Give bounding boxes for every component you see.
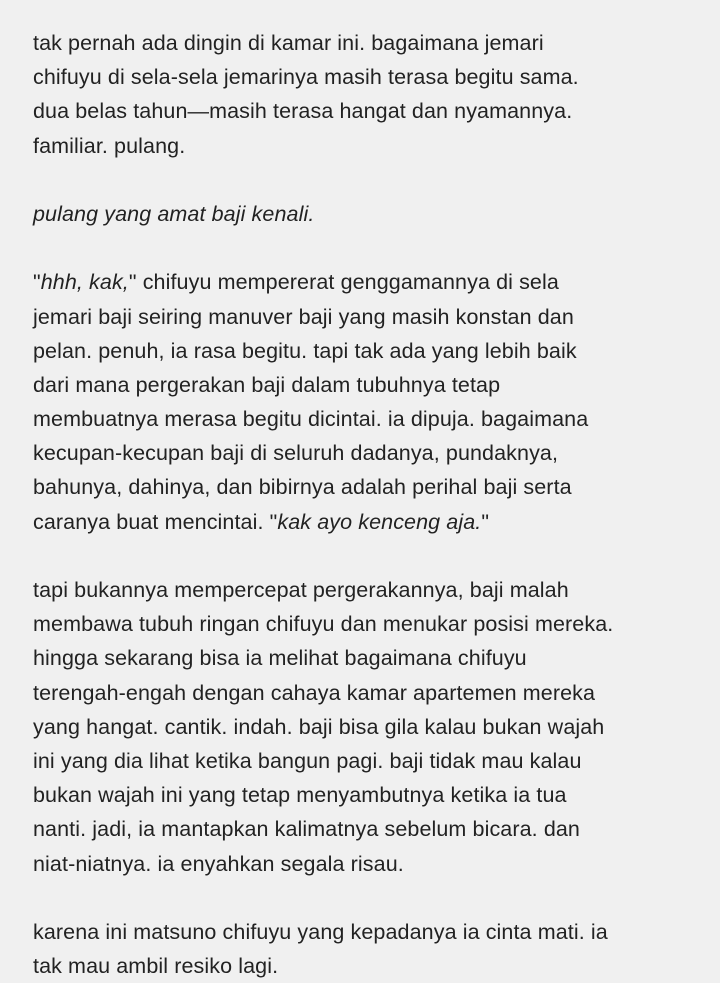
- italic-phrase: pulang yang amat baji kenali.: [33, 201, 315, 226]
- close-quote: ": [481, 509, 490, 534]
- paragraph-4: [33, 573, 700, 881]
- text-line: nanti. jadi, ia mantapkan kalimatnya sebelum bicara. dan: [33, 817, 580, 842]
- text-line: tapi bukannya mempercepat pergerakannya, baji malah: [33, 578, 569, 602]
- open-quote: ": [33, 270, 41, 295]
- text-line: pelan. penuh, ia rasa begitu. tapi tak ada yang lebih baik: [33, 338, 577, 363]
- text-line: bahunya, dahinya, dan bibirnya adalah perihal baji serta: [33, 475, 572, 500]
- text-line: chifuyu di sela-sela jemarinya masih terasa begitu sama.: [33, 65, 579, 90]
- text-line: [33, 265, 700, 299]
- text-line: tak pernah ada dingin di kamar ini. bagaimana jemari: [33, 31, 544, 55]
- paragraph-spacer: [33, 881, 700, 915]
- paragraph-spacer: [33, 231, 700, 265]
- text-line: ini yang dia lihat ketika bangun pagi. baji tidak mau kalau: [33, 748, 582, 773]
- text-line: membawa tubuh ringan chifuyu dan menukar posisi mereka.: [33, 612, 614, 637]
- italic-dialogue: hhh, kak,: [40, 270, 129, 295]
- paragraph-2: [33, 197, 700, 231]
- paragraph-spacer: [33, 539, 700, 573]
- italic-text-line: [33, 197, 700, 231]
- paragraph-5: [33, 915, 700, 983]
- text-line: dari mana pergerakan baji dalam tubuhnya tetap: [33, 372, 501, 397]
- text-line: tak mau ambil resiko lagi.: [33, 954, 279, 979]
- paragraph-spacer: [33, 163, 700, 197]
- text-line: kecupan-kecupan baji di seluruh dadanya, pundaknya,: [33, 441, 559, 466]
- text-line: terengah-engah dengan cahaya kamar apartemen mereka: [33, 680, 596, 705]
- italic-dialogue: kak ayo kenceng aja.: [277, 509, 482, 534]
- text-fragment: " chifuyu mempererat genggamannya di sela: [128, 270, 559, 295]
- text-line: yang hangat. cantik. indah. baji bisa gila kalau bukan wajah: [33, 714, 605, 739]
- paragraph-1: [33, 26, 700, 163]
- text-line: [33, 505, 700, 539]
- text-line: bukan wajah ini yang tetap menyambutnya ketika ia tua: [33, 783, 567, 808]
- text-line: hingga sekarang bisa ia melihat bagaimana chifuyu: [33, 646, 527, 671]
- text-line: membuatnya merasa begitu dicintai. ia dipuja. bagaimana: [33, 407, 589, 432]
- text-line: familiar. pulang.: [33, 133, 186, 158]
- text-fragment: caranya buat mencintai. ": [33, 509, 278, 534]
- paragraph-3: [33, 265, 700, 539]
- text-line: jemari baji seiring manuver baji yang masih konstan dan: [33, 304, 574, 329]
- text-line: dua belas tahun—masih terasa hangat dan nyamannya.: [33, 99, 573, 124]
- text-line: niat-niatnya. ia enyahkan segala risau.: [33, 851, 404, 876]
- text-line: karena ini matsuno chifuyu yang kepadanya ia cinta mati. ia: [33, 919, 608, 944]
